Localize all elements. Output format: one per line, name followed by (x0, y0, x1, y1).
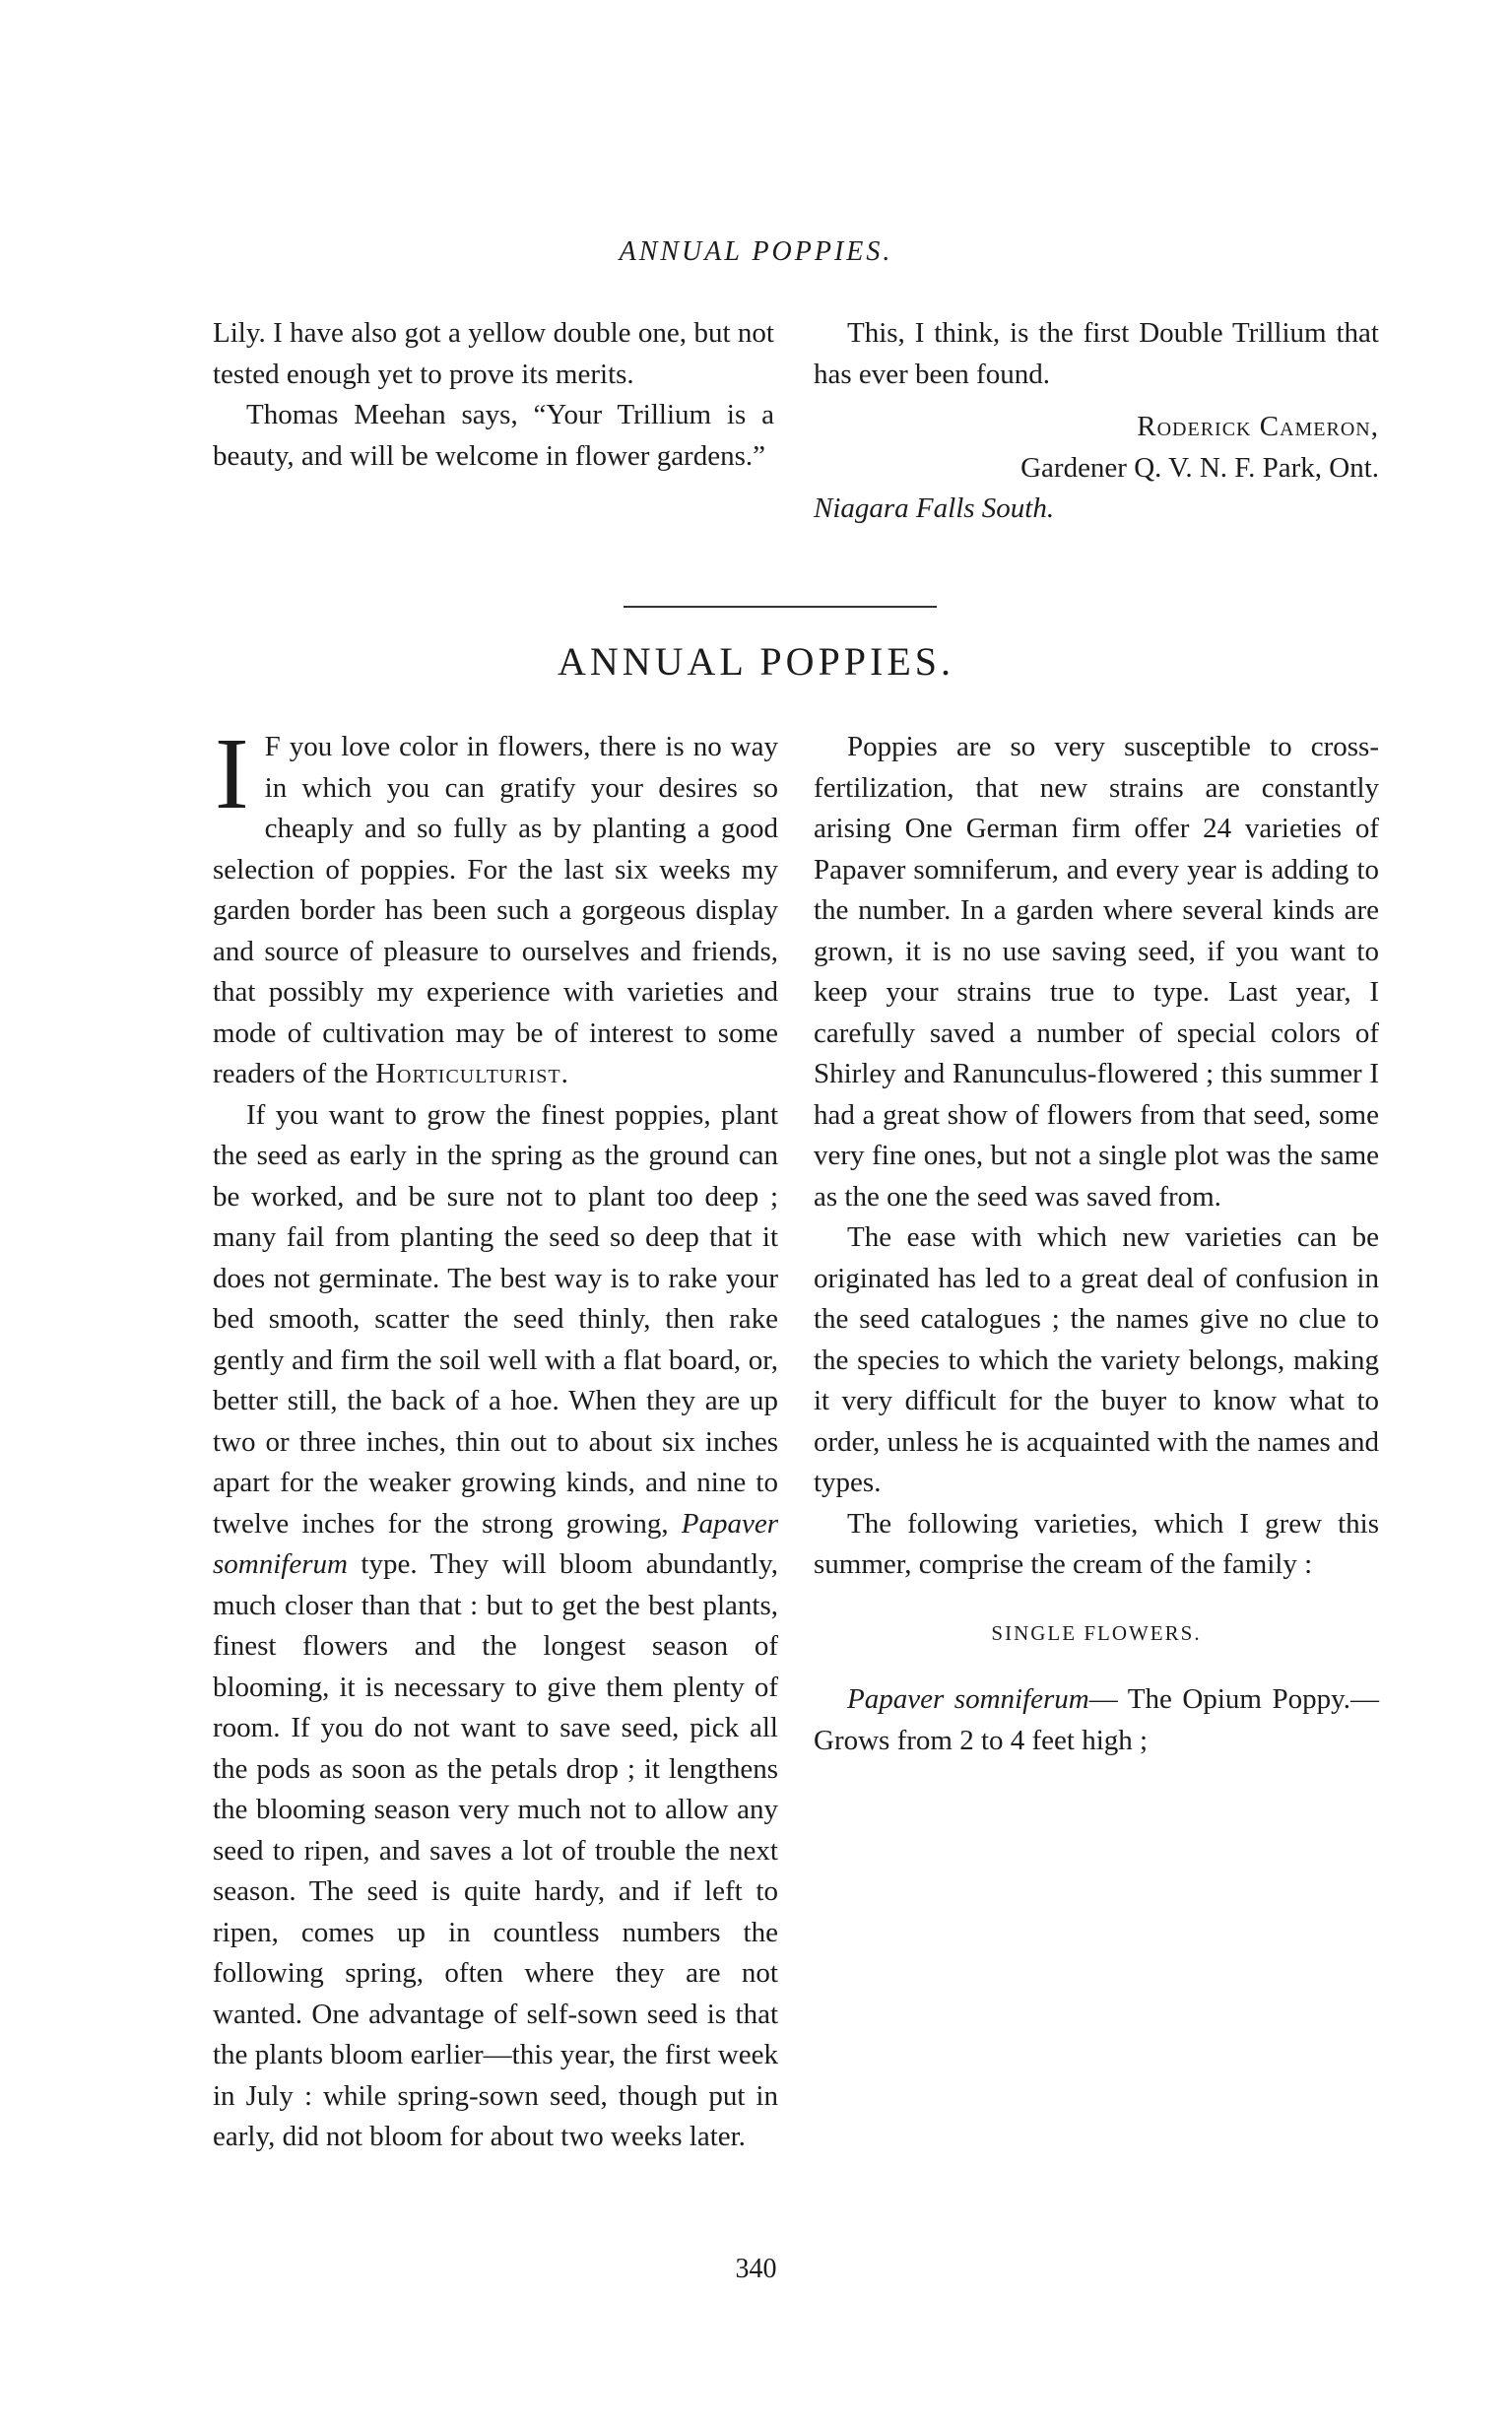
article-paragraph (213, 1095, 778, 2158)
previous-article-left-column (213, 313, 774, 477)
article-body-continued (814, 727, 1379, 1761)
previous-article-paragraph: This, I think, is the first Double Trillium that has ever been found. (814, 317, 1379, 390)
article-paragraph (814, 1679, 1379, 1761)
species-name: Papaver somniferum (213, 1507, 778, 1580)
previous-article-right-column (814, 313, 1379, 530)
article-paragraph: The following varieties, which I grew this summer, comprise the cream of the family : (814, 1507, 1379, 1580)
section-divider (624, 606, 937, 608)
paragraph-text: — The Opium Poppy.—Grows from 2 to 4 feet high ; (814, 1683, 1379, 1756)
drop-cap: I (215, 717, 249, 830)
paragraph-text: type. They will bloom abundantly, much closer than that : but to get the best plants, finest flowers and the longest season of blooming, it is necessary to give them plenty of room. If you do not want to save seed, pick all the pods as soon as the petals drop ; it lengthens the blooming season very much not to allow any seed to ripen, and saves a lot of trouble the next season. The seed is quite hardy, and if left to ripen, comes up in countless numbers the following spring, often where they are not wanted. One advantage of self-sown seed is that the plants bloom earlier—this year, the first week in July : while spring-sown seed, though put in early, did not bloom for about two weeks later. (213, 1548, 778, 2152)
species-name: Papaver somniferum (847, 1683, 1089, 1715)
article-body (213, 717, 778, 2158)
previous-article-paragraph: Lily. I have also got a yellow double one, but not tested enough yet to prove its merits. (213, 317, 774, 390)
article-title: ANNUAL POPPIES. (557, 639, 954, 684)
paragraph-text: F you love color in flowers, there is no way in which you can gratify your desires so cheaply and so fully as by planting a good selection of poppies. For the last six weeks my garden border has been such a gorgeous display and source of pleasure to ourselves and friends, that possibly my experience with varieties and mode of cultivation may be of interest to some readers of the (213, 731, 778, 1089)
article-paragraph: The ease with which new varieties can be originated has led to a great deal of confusion in the seed catalogues ; the names give no clue to the species to which the variety belongs, making it very difficult for the buyer to know what to order, unless he is acquainted with the names and types. (814, 1221, 1379, 1498)
previous-article-paragraph: Thomas Meehan says, “Your Trillium is a beauty, and will be welcome in flower gardens.” (213, 399, 774, 472)
signature-name: Roderick Cameron, (1137, 411, 1379, 442)
journal-name: Horticulturist. (375, 1058, 569, 1089)
signature-title: Gardener Q. V. N. F. Park, Ont. (1020, 451, 1379, 484)
section-heading: SINGLE FLOWERS. (991, 1620, 1202, 1645)
signature-place: Niagara Falls South. (814, 492, 1055, 524)
page-number: 340 (735, 2254, 777, 2284)
running-head: ANNUAL POPPIES. (619, 236, 893, 267)
article-paragraph (213, 717, 778, 1095)
paragraph-text: If you want to grow the finest poppies, plant the seed as early in the spring as the ground can be worked, and be sure not to plant too deep ; many fail from planting the seed so deep that it does not germinate. The best way is to rake your bed smooth, scatter the seed thinly, then rake gently and firm the soil well with a flat board, or, better still, the back of a hoe. When they are up two or three inches, thin out to about six inches apart for the weaker growing kinds, and nine to twelve inches for the strong growing, (213, 1098, 778, 1540)
article-paragraph: Poppies are so very susceptible to cross-fertilization, that new strains are constantly arising One German firm offer 24 varieties of Papaver somniferum, and every year is adding to the number. In a garden where several kinds are grown, it is no use saving seed, if you want to keep your strains true to type. Last year, I carefully saved a number of special colors of Shirley and Ranunculus-flowered ; this summer I had a great show of flowers from that seed, some very fine ones, but not a single plot was the same as the one the seed was saved from. (814, 731, 1379, 1213)
